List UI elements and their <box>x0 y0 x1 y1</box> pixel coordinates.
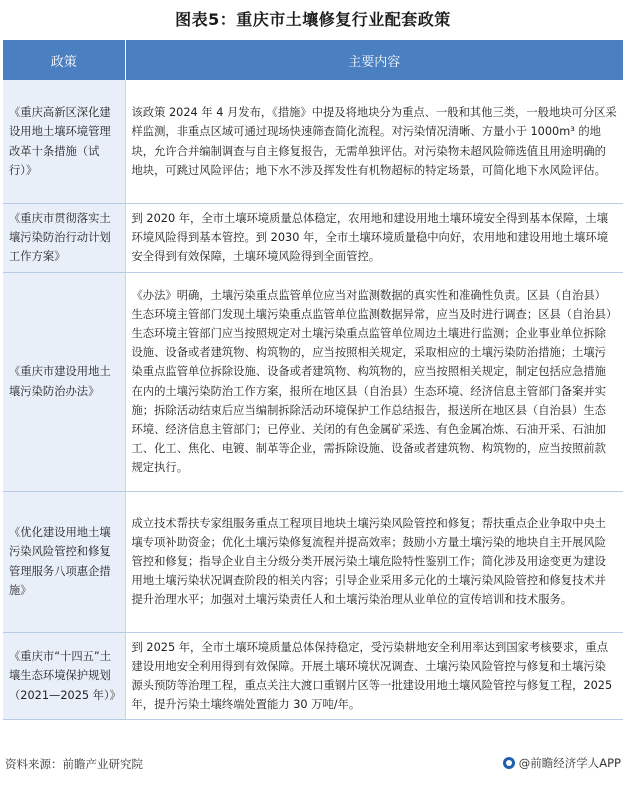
policy-name: 《重庆市建设用地土壤污染防治办法》 <box>3 272 125 491</box>
header-policy: 政策 <box>3 40 125 80</box>
table-header-row <box>3 40 623 80</box>
source-note: 资料来源：前瞻产业研究院 <box>5 757 143 771</box>
table-row <box>3 204 623 273</box>
policy-content: 到 2025 年，全市土壤环境质量总体保持稳定，受污染耕地安全利用率达到国家考核要求，重点建设用地安全利用得到有效保障。开展土壤环境状况调查、土壤污染风险管控与修复和土壤污染源头预防等治理工程，重点关注大渡口重钢片区等一批建设用地土壤风险管控与修复工程，2025 年，提升污染土壤终端处置能力 30 万吨/年。 <box>125 632 623 720</box>
policy-table-container <box>3 40 623 720</box>
policy-content: 成立技术帮扶专家组服务重点工程项目地块土壤污染风险管控和修复；帮扶重点企业争取中央土壤专项补助资金；优化土壤污染修复流程并提高效率；鼓励小方量土壤污染的地块自主开展风险管控和修复；指导企业自主分级分类开展污染土壤危险特性鉴别工作；简化涉及用途变更为建设用地土壤污染状况调查阶段的相关内容；引导企业采用多元化的土壤污染风险管控和修复技术并提升治理水平；加强对土壤污染责任人和土壤污染治理从业单位的宣传培训和技术服务。 <box>125 491 623 632</box>
logo-icon <box>503 757 515 769</box>
footer <box>0 752 626 776</box>
header-content: 主要内容 <box>125 40 623 80</box>
table-row <box>3 272 623 491</box>
policy-name: 《优化建设用地土壤污染风险管控和修复管理服务八项惠企措施》 <box>3 491 125 632</box>
policy-name: 《重庆高新区深化建设用地土壤环境管理改革十条措施（试行）》 <box>3 80 125 204</box>
policy-content: 《办法》明确，土壤污染重点监管单位应当对监测数据的真实性和准确性负责。区县（自治县）生态环境主管部门发现土壤污染重点监管单位监测数据异常，应当及时进行调查；区县（自治县）生态环境主管部门应当按照规定对土壤污染重点监管单位周边土壤进行监测；企业事业单位拆除设施、设备或者建筑物、构筑物的，应当按照相关规定，采取相应的土壤污染防治措施；土壤污染重点监管单位拆除设施、设备或者建筑物、构筑物的，应当按照相关规定，制定包括应急措施在内的土壤污染防治工作方案，报所在地区县（自治县）生态环境、经济信息主管部门备案并实施；拆除活动结束后应当编制拆除活动环境保护工作总结报告，报送所在地区县（自治县）生态环境、经济信息主管部门；已停业、关闭的有色金属矿采选、有色金属冶炼、石油开采、石油加工、化工、焦化、电镀、制革等企业，需拆除设施、设备或者建筑物、构筑物的，应当按照前款规定执行。 <box>125 272 623 491</box>
policy-name: 《重庆市贯彻落实土壤污染防治行动计划工作方案》 <box>3 204 125 273</box>
table-row <box>3 80 623 204</box>
policy-table <box>3 40 623 720</box>
policy-content: 该政策 2024 年 4 月发布，《措施》中提及将地块分为重点、一般和其他三类，一般地块可分区采样监测，非重点区域可通过现场快速筛查简化流程。对污染情况清晰、方量小于 1000m³ 的地块，允许合并编制调查与自主修复报告，无需单独评估。对污染物未超风险筛选值且用途明确的地块，可跳过风险评估；地下水不涉及挥发性有机物超标的特定场景，可简化地下水风险评估。 <box>125 80 623 204</box>
table-row <box>3 491 623 632</box>
brand-attribution <box>503 755 621 771</box>
table-row <box>3 632 623 720</box>
page-title: 图表5：重庆市土壤修复行业配套政策 <box>175 10 451 29</box>
policy-name: 《重庆市“十四五”土壤生态环境保护规划（2021—2025 年）》 <box>3 632 125 720</box>
policy-content: 到 2020 年，全市土壤环境质量总体稳定，农用地和建设用地土壤环境安全得到基本保障，土壤环境风险得到基本管控。到 2030 年，全市土壤环境质量稳中向好，农用地和建设用地土壤环境安全得到有效保障，土壤环境风险得到全面管控。 <box>125 204 623 273</box>
brand-label: @前瞻经济学人APP <box>518 756 621 770</box>
